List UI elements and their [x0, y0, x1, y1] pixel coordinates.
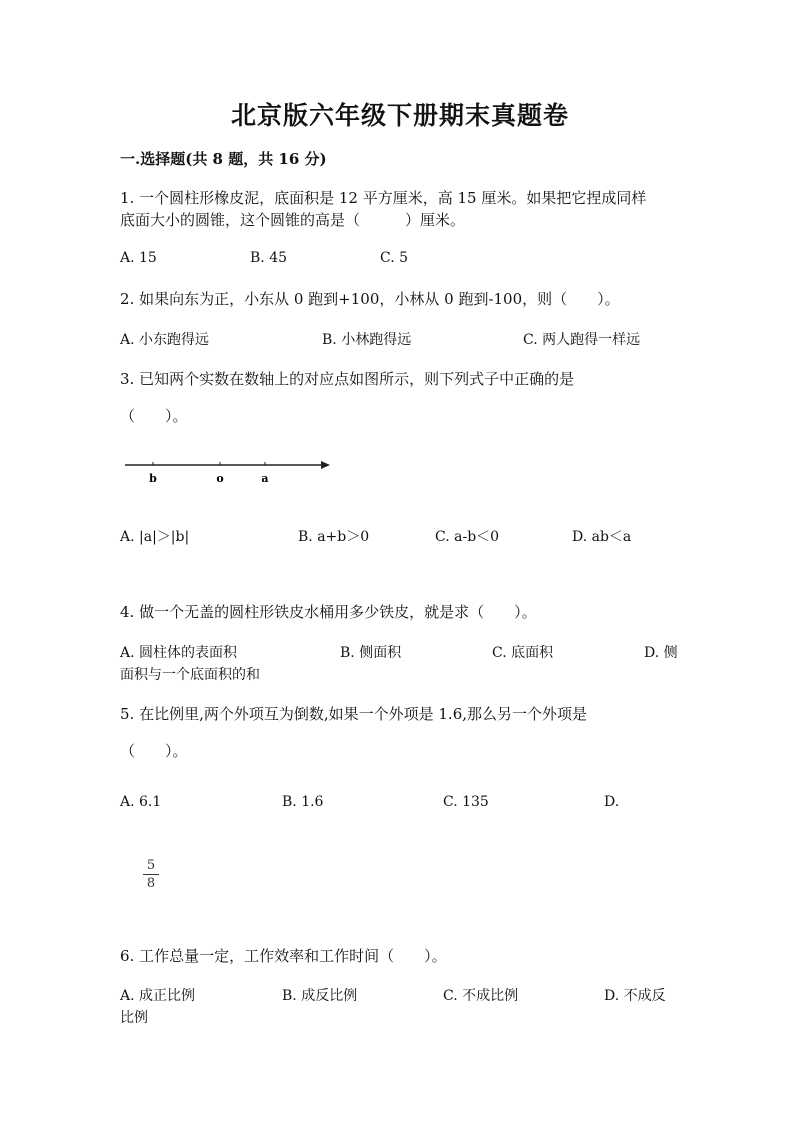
q6-option-c: C. 不成比例	[443, 988, 519, 1004]
fraction-bar	[143, 874, 159, 875]
q4-option-b: B. 侧面积	[340, 645, 402, 661]
q5-option-b: B. 1.6	[282, 794, 324, 810]
q1-option-a: A. 15	[120, 250, 157, 266]
q4-option-c: C. 底面积	[492, 645, 554, 661]
fraction-numerator: 5	[146, 858, 156, 873]
q1-option-b: B. 45	[250, 250, 288, 266]
q6-option-b: B. 成反比例	[282, 988, 358, 1004]
q5-text-line2: （ ）。	[120, 742, 188, 760]
q4-option-a: A. 圆柱体的表面积	[120, 645, 238, 661]
q6-option-a: A. 成正比例	[120, 988, 196, 1004]
q2-option-a: A. 小东跑得远	[120, 332, 210, 348]
q2-option-b: B. 小林跑得远	[322, 332, 412, 348]
q5-option-d: D.	[604, 794, 620, 810]
q3-option-c: C. a-b＜0	[435, 529, 500, 545]
q4-option-d: D. 侧	[644, 645, 678, 661]
axis-label-o: o	[216, 472, 224, 485]
q3-option-a: A. |a|＞|b|	[120, 529, 190, 545]
q1-option-c: C. 5	[380, 250, 409, 266]
q1-text-line2: 底面大小的圆锥，这个圆锥的高是（ ）厘米。	[120, 211, 466, 229]
number-line-figure	[120, 452, 340, 492]
q2-text-line1: 2. 如果向东为正，小东从 0 跑到+100，小林从 0 跑到-100，则（ ）。	[120, 290, 620, 308]
q1-text-line1: 1. 一个圆柱形橡皮泥，底面积是 12 平方厘米，高 15 厘米。如果把它捏成同样	[120, 189, 647, 207]
section-heading: 一.选择题(共 8 题，共 16 分)	[120, 150, 327, 168]
axis-label-b: b	[149, 472, 157, 485]
q2-option-c: C. 两人跑得一样远	[523, 332, 641, 348]
q4-option-d-continued: 面积与一个底面积的和	[120, 667, 260, 683]
q4-text-line1: 4. 做一个无盖的圆柱形铁皮水桶用多少铁皮，就是求（ ）。	[120, 603, 537, 621]
q5-option-a: A. 6.1	[120, 794, 162, 810]
q3-option-d: D. ab＜a	[572, 529, 632, 545]
q6-option-d: D. 不成反	[604, 988, 666, 1004]
axis-label-a: a	[261, 472, 269, 485]
q5-option-d-fraction	[143, 858, 159, 891]
q3-text-line1: 3. 已知两个实数在数轴上的对应点如图所示，则下列式子中正确的是	[120, 370, 575, 388]
q3-text-line2: （ ）。	[120, 407, 188, 425]
q5-text-line1: 5. 在比例里,两个外项互为倒数,如果一个外项是 1.6,那么另一个外项是	[120, 705, 588, 723]
q6-text-line1: 6. 工作总量一定，工作效率和工作时间（ ）。	[120, 947, 447, 965]
fraction-denominator: 8	[146, 876, 156, 891]
page-title: 北京版六年级下册期末真题卷	[230, 101, 569, 130]
q5-option-c: C. 135	[443, 794, 489, 810]
q3-option-b: B. a+b＞0	[298, 529, 370, 545]
number-line-arrow	[321, 461, 330, 469]
q6-option-d-continued: 比例	[120, 1010, 148, 1026]
